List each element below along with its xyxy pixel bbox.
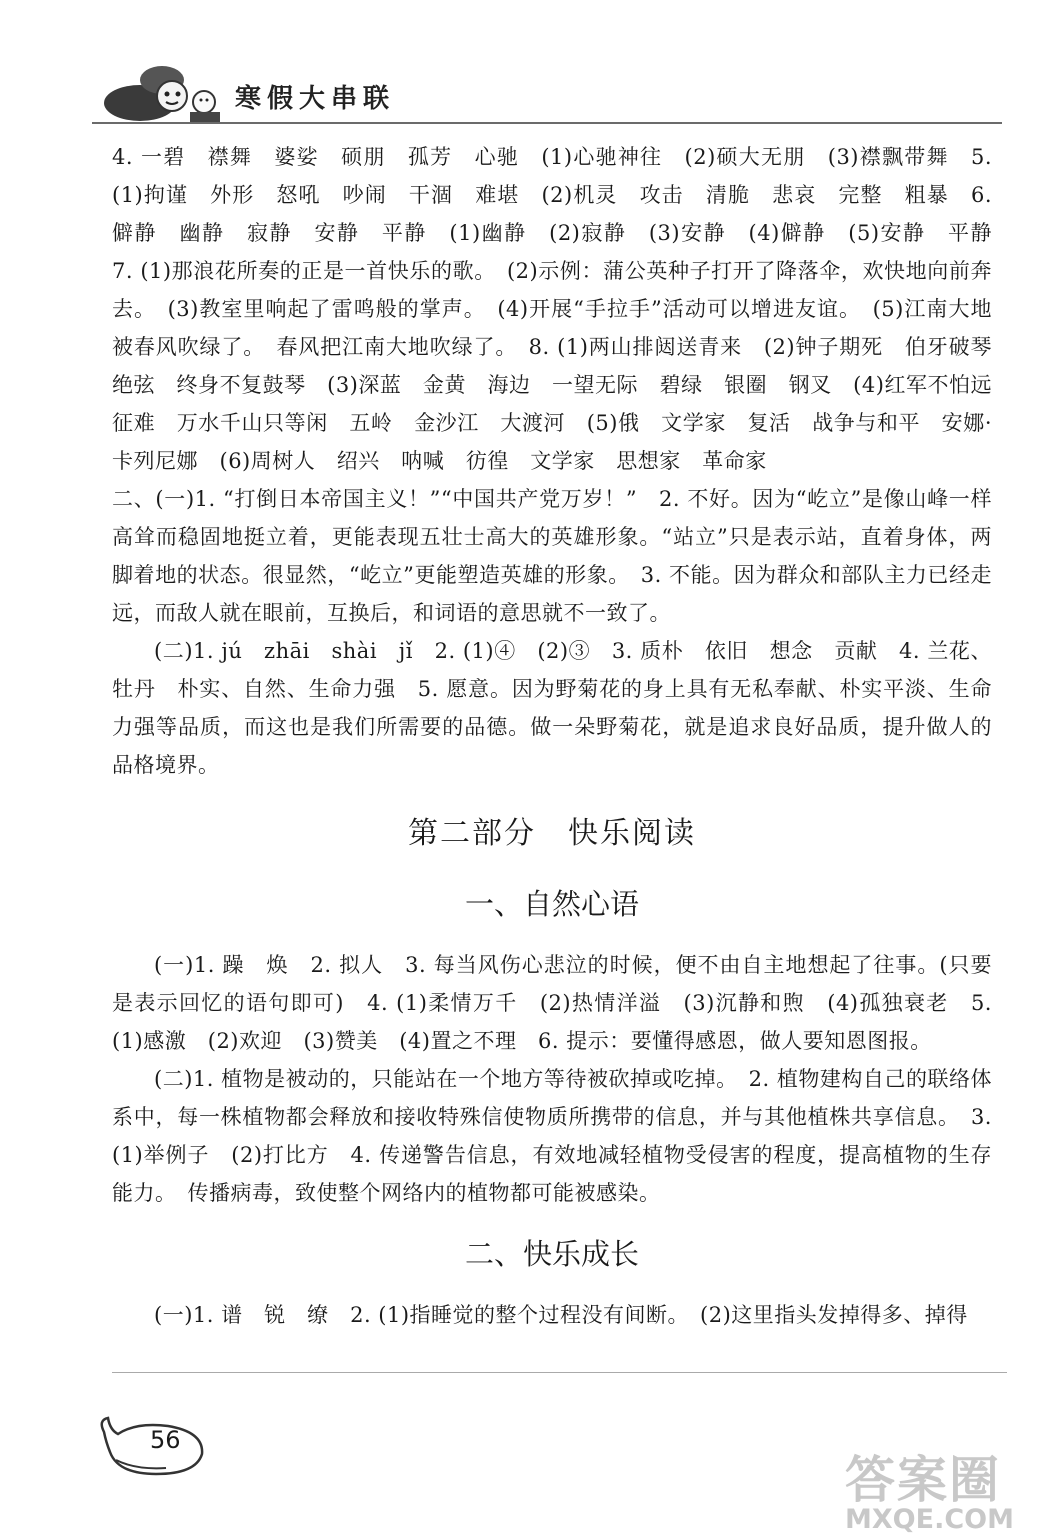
header-title: 寒假大串联 <box>235 84 396 114</box>
section-title: 一、自然心语 <box>464 887 639 921</box>
answer-paragraph: 4. 一碧 襟舞 婆娑 硕朋 孤芳 心驰 (1)心驰神往 (2)硕大无朋 (3)襟飘带舞 5. (1)拘谨 外形 怒吼 吵闹 干涸 难堪 (2)机灵 攻击 清脆 悲哀 完整 粗暴 6. 僻静 幽静 寂静 安静 平静 (1)幽静 (2)寂静 (3)安静 (4)僻静 (5)安静 平静 7. (1)那浪花所奏的正是一首快乐的歌。 (2)示例：蒲公英种子打开了降落伞，欢快地向前奔去。 (3)教室里响起了雷鸣般的掌声。 (4)开展“手拉手”活动可以增进友谊。 (5)江南大地被春风吹绿了。 春风把江南大地吹绿了。 8. (1)两山排闼送青来 (2)钟子期死 伯牙破琴绝弦 终身不复鼓琴 (3)深蓝 金黄 海边 一望无际 碧绿 银圈 钢叉 (4)红军不怕远征难 万水千山只等闲 五岭 金沙江 大渡河 (5)俄 文学家 复活 战争与和平 安娜·卡列尼娜 (6)周树人 绍兴 呐喊 彷徨 文学家 思想家 革命家 <box>112 145 1014 473</box>
watermark-text: 答案圈 <box>845 1451 1001 1509</box>
answer-paragraph: (一)1. 躁 焕 2. 拟人 3. 每当风伤心悲泣的时候，便不由自主地想起了往事。(只要是表示回忆的语句即可) 4. (1)柔情万千 (2)热情洋溢 (3)沉静和煦 (4)孤独衰老 5. (1)感激 (2)欢迎 (3)赞美 (4)置之不理 6. 提示：要懂得感恩，做人要知恩图报。 <box>112 953 992 1053</box>
answer-paragraph: (二)1. 植物是被动的，只能站在一个地方等待被砍掉或吃掉。 2. 植物建构自己的联络体系中，每一株植物都会释放和接收特殊信使物质所携带的信息，并与其他植株共享信息。 3. (1)举例子 (2)打比方 4. 传递警告信息，有效地减轻植物受侵害的程度，提高植物的生存能力。 传播病毒，致使整个网络内的植物都可能被感染。 <box>112 1067 992 1205</box>
watermark-url: MXQE.COM <box>845 1504 1014 1535</box>
part-title: 第二部分 快乐阅读 <box>408 816 696 851</box>
answer-paragraph: (一)1. 谱 锐 缭 2. (1)指睡觉的整个过程没有间断。 (2)这里指头发掉得多、掉得 <box>154 1303 968 1327</box>
answer-paragraph: (二)1. jú zhāi shài jǐ 2. (1)④ (2)③ 3. 质朴 依旧 想念 贡献 4. 兰花、牡丹 朴实、自然、生命力强 5. 愿意。因为野菊花的身上具有无私奉献、朴实平淡、生命力强等品质，而这也是我们所需要的品德。做一朵野菊花，就是追求良好品质，提升做人的品格境界。 <box>112 639 992 777</box>
header-rule <box>92 122 1002 124</box>
page-number: 56 <box>150 1426 181 1454</box>
watermark <box>845 1440 1014 1535</box>
section-title: 二、快乐成长 <box>464 1237 639 1271</box>
answer-body <box>112 138 1014 1334</box>
footer-rule <box>112 1372 1007 1373</box>
mascot-illustration <box>100 58 225 128</box>
answer-paragraph: 二、(一)1. “打倒日本帝国主义！”“中国共产党万岁！” 2. 不好。因为“屹立”是像山峰一样高耸而稳固地挺立着，更能表现五壮士高大的英雄形象。“站立”只是表示站，直着身体，两脚着地的状态。很显然，“屹立”更能塑造英雄的形象。 3. 不能。因为群众和部队主力已经走远，而敌人就在眼前，互换后，和词语的意思就不一致了。 <box>112 487 992 625</box>
